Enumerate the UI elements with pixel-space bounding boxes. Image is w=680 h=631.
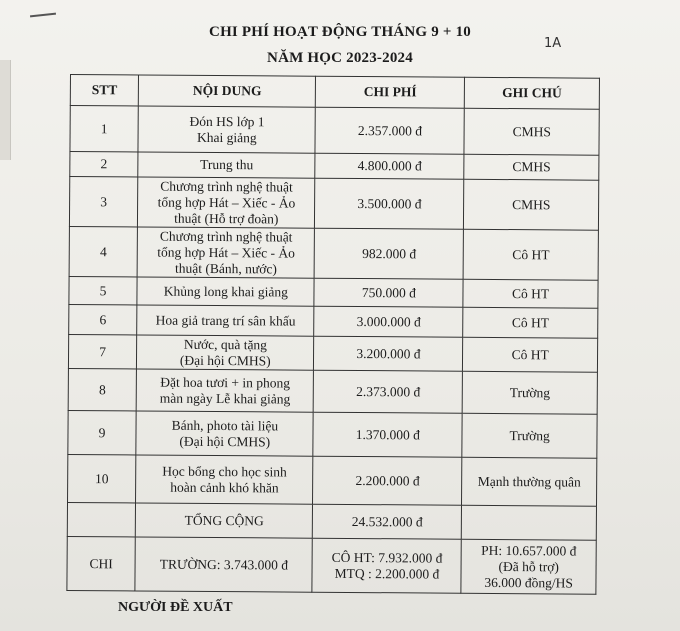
cell-stt: 8 [68, 368, 136, 410]
cell-ghi-chu: Cô HT [463, 337, 598, 372]
content-line: Nước, quà tặng [183, 336, 268, 352]
cell-noi-dung [137, 335, 315, 370]
cell-stt: 9 [68, 410, 136, 454]
total-row [67, 502, 596, 540]
cell-chi-phi: 982.000 đ [315, 228, 464, 279]
content-line: thuật (Bánh, nước) [175, 260, 277, 276]
cell-ghi-chu: CMHS [464, 108, 599, 155]
content-line: (Đại hội CMHS) [179, 352, 271, 368]
content-line: Khai giảng [197, 129, 257, 145]
cell-chi-phi: 3.500.000 đ [315, 178, 464, 229]
cell-noi-dung [136, 369, 314, 412]
header-chi-phi: CHI PHÍ [316, 76, 465, 108]
cell-ghi-chu: Cô HT [463, 229, 598, 280]
header-noi-dung: NỘI DUNG [138, 75, 315, 107]
chi-truong: TRƯỜNG: 3.743.000 đ [135, 537, 313, 592]
content-line: tổng hợp Hát – Xiếc - Ảo [157, 194, 296, 211]
table-row [69, 177, 598, 231]
cell-noi-dung [138, 152, 315, 178]
table-row [69, 276, 598, 308]
expense-table [66, 74, 600, 595]
cell-stt: 4 [69, 226, 138, 276]
table-row [68, 454, 597, 506]
chi-label: CHI [67, 536, 136, 590]
adjacent-page-edge [0, 60, 11, 160]
content-line: Chương trình nghệ thuật [160, 178, 293, 195]
content-line: thuật (Hỗ trợ đoàn) [174, 210, 279, 226]
cell-ghi-chu: Cô HT [463, 279, 598, 308]
total-label: TỔNG CỘNG [135, 503, 313, 538]
cell-stt: 5 [69, 276, 137, 304]
header-ghi-chu: GHI CHÚ [465, 77, 600, 109]
content-line: Chương trình nghệ thuật [159, 228, 293, 245]
cell-noi-dung [136, 411, 314, 456]
content-line: Học bổng cho học sinh [162, 463, 287, 480]
table-row [69, 304, 598, 338]
content-line: hoàn cảnh khó khăn [170, 479, 279, 495]
table-row [68, 368, 597, 414]
content-line: Hoa giả trang trí sân khấu [155, 312, 296, 329]
table-row [70, 106, 599, 156]
cell-chi-phi: 750.000 đ [314, 278, 463, 307]
content-line: tổng hợp Hát – Xiếc - Ảo [157, 244, 295, 261]
chi-ph [461, 539, 596, 594]
cell-noi-dung [137, 227, 315, 278]
cell-noi-dung [138, 106, 316, 153]
table-row [68, 410, 597, 458]
cell-stt: 7 [68, 334, 136, 368]
table-header-row [70, 75, 599, 110]
total-value: 24.532.000 đ [313, 504, 462, 539]
cell-chi-phi: 4.800.000 đ [315, 153, 464, 179]
cell-stt: 3 [69, 177, 138, 227]
chi-per-hs: 36.000 đồng/HS [484, 574, 573, 591]
content-line: (Đại hội CMHS) [179, 433, 271, 449]
content-line: Đón HS lớp 1 [189, 113, 265, 129]
cell-stt: 6 [69, 304, 137, 334]
cell-noi-dung [138, 177, 316, 228]
document-title: CHI PHÍ HOẠT ĐỘNG THÁNG 9 + 10 [209, 24, 471, 40]
handwritten-class-note: 1A [544, 36, 562, 51]
cell-ghi-chu: CMHS [464, 154, 599, 180]
content-line: Khủng long khai giảng [163, 283, 288, 300]
cell-noi-dung [136, 455, 314, 504]
chi-row [67, 536, 596, 594]
cell-empty [67, 502, 135, 536]
content-line: Trung thu [200, 156, 254, 173]
cell-ghi-chu: Trường [462, 371, 597, 414]
cell-noi-dung [137, 305, 314, 336]
document-subtitle: NĂM HỌC 2023-2024 [267, 50, 413, 66]
cell-stt: 2 [70, 152, 138, 177]
cell-ghi-chu: Mạnh thường quân [462, 457, 597, 506]
chi-co-ht: CÔ HT: 7.932.000 đ [331, 549, 443, 566]
cell-ghi-chu: CMHS [464, 179, 599, 230]
header-stt: STT [70, 75, 138, 106]
proposer-label: NGƯỜI ĐỀ XUẤT [118, 600, 233, 615]
content-line: màn ngày Lễ khai giảng [159, 390, 291, 407]
chi-ph-note: (Đã hỗ trợ) [498, 558, 559, 574]
cell-ghi-chu: Trường [462, 413, 597, 458]
cell-ghi-chu: Cô HT [463, 307, 598, 338]
cell-chi-phi: 1.370.000 đ [313, 412, 462, 457]
cell-chi-phi: 3.000.000 đ [314, 306, 463, 337]
chi-mtq: MTQ : 2.200.000 đ [334, 565, 440, 582]
pen-mark [30, 13, 56, 18]
cell-chi-phi: 2.373.000 đ [314, 370, 463, 413]
chi-ph-amount: PH: 10.657.000 đ [481, 542, 577, 559]
content-line: Bánh, photo tài liệu [171, 417, 279, 433]
table-row [68, 334, 597, 372]
cell-noi-dung [137, 277, 314, 306]
chi-breakdown [312, 538, 461, 593]
cell-chi-phi: 2.357.000 đ [315, 107, 464, 154]
cell-stt: 10 [68, 454, 137, 502]
table-row [69, 226, 598, 280]
content-line: Đặt hoa tươi + in phong [160, 374, 291, 391]
table-row [70, 152, 599, 181]
cell-chi-phi: 2.200.000 đ [313, 456, 462, 505]
cell-empty [462, 505, 597, 540]
cell-chi-phi: 3.200.000 đ [314, 336, 463, 371]
cell-stt: 1 [70, 106, 139, 152]
